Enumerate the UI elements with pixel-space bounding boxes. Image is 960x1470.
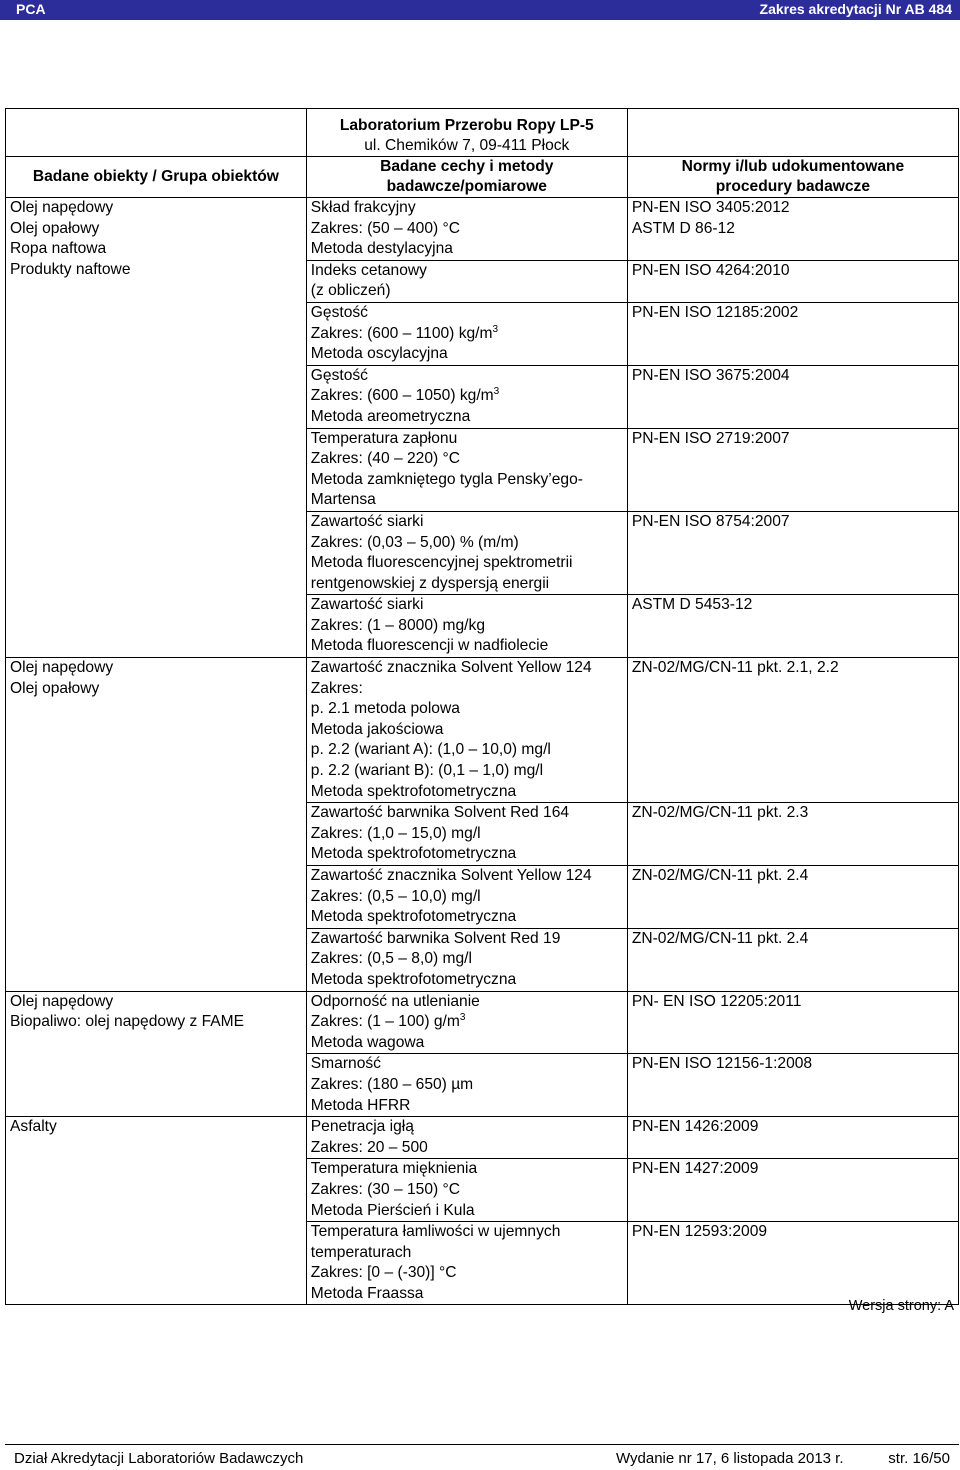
feature-line: Zakres: (40 – 220) °C [310, 450, 461, 468]
objects-cell [6, 658, 307, 992]
feature-line: Metoda spektrofotometryczna [310, 845, 517, 863]
footer-edition: Wydanie nr 17, 6 listopada 2013 r. [616, 1450, 844, 1467]
norms-column-header [627, 157, 958, 198]
object-item: Produkty naftowe [10, 260, 131, 278]
norms-cell [627, 991, 958, 1054]
object-item: Olej opałowy [10, 679, 100, 697]
feature-line: Zakres: (600 – 1100) $kg/m^3$ [310, 323, 499, 342]
feature-line: Metoda destylacyjna [310, 240, 453, 258]
norms-cell [627, 1117, 958, 1159]
feature-line: Metoda fluorescencji w nadfiolecie [310, 637, 549, 655]
header-scope-title: Zakres akredytacji Nr AB 484 [759, 1, 952, 17]
feature-line: Metoda wagowa [310, 1033, 425, 1051]
features-cell [306, 1222, 627, 1305]
feature-line: Metoda jakościowa [310, 720, 444, 738]
feature-line: Metoda zamkniętego tygla Pensky’ego- [310, 470, 583, 488]
feature-line: rentgenowskiej z dyspersją energii [310, 574, 550, 592]
features-cell [306, 595, 627, 658]
feature-line: Penetracja igłą [310, 1118, 414, 1136]
column-header-row [6, 157, 959, 198]
features-cell [306, 658, 627, 803]
features-column-header [306, 157, 627, 198]
objects-column-header: Badane obiekty / Grupa obiektów [6, 157, 307, 198]
accreditation-table [5, 108, 959, 1305]
features-cell [306, 1054, 627, 1117]
table-row [6, 658, 959, 803]
table-row [6, 1117, 959, 1159]
features-cell [306, 991, 627, 1054]
norms-cell [627, 198, 958, 261]
object-item: Olej napędowy [10, 199, 114, 216]
lab-name: Laboratorium Przerobu Ropy LP-5 [339, 117, 594, 134]
objects-cell [6, 1117, 307, 1305]
norm-reference: ZN-02/MG/CN-11 pkt. 2.1, 2.2 [631, 659, 839, 677]
feature-line: Odporność na utlenianie [310, 992, 480, 1010]
footer-page-number: str. 16/50 [888, 1450, 950, 1467]
feature-line: Metoda oscylacyjna [310, 345, 448, 363]
feature-line: Gęstość [310, 303, 368, 321]
feature-line: Zakres: (1 – 8000) mg/kg [310, 616, 485, 634]
feature-line: Skład frakcyjny [310, 199, 416, 216]
norms-cell [627, 260, 958, 302]
feature-line: Zakres: (30 – 150) °C [310, 1180, 461, 1198]
feature-line: Zawartość siarki [310, 596, 424, 614]
feature-line: Zakres: [310, 679, 363, 697]
objects-cell [6, 991, 307, 1117]
norms-cell [627, 928, 958, 991]
feature-line: Indeks cetanowy [310, 261, 427, 279]
feature-line: Zawartość barwnika Solvent Red 164 [310, 804, 570, 822]
norm-reference: ZN-02/MG/CN-11 pkt. 2.4 [631, 929, 809, 947]
feature-line: Temperatura zapłonu [310, 429, 458, 447]
feature-line: Zakres: (0,5 – 10,0) mg/l [310, 887, 481, 905]
features-cell [306, 866, 627, 929]
feature-line: Temperatura łamliwości w ujemnych [310, 1223, 561, 1241]
norm-reference: PN-EN ISO 4264:2010 [631, 261, 790, 279]
features-cell [306, 302, 627, 365]
norms-cell [627, 658, 958, 803]
features-cell [306, 1159, 627, 1222]
feature-line: Temperatura mięknienia [310, 1160, 478, 1178]
norms-header-line: Normy i/lub udokumentowane [681, 158, 905, 175]
header-org: PCA [16, 1, 46, 17]
feature-line: Metoda spektrofotometryczna [310, 970, 517, 988]
norms-cell [627, 1159, 958, 1222]
table-row [6, 198, 959, 261]
norm-reference: PN-EN ISO 2719:2007 [631, 429, 790, 447]
norm-reference: PN-EN 1426:2009 [631, 1118, 759, 1136]
features-cell [306, 198, 627, 261]
norm-reference: ASTM D 86-12 [631, 219, 735, 237]
object-item: Olej opałowy [10, 219, 100, 237]
norm-reference: ASTM D 5453-12 [631, 596, 753, 614]
feature-line: Zakres: (1,0 – 15,0) mg/l [310, 824, 481, 842]
feature-line: Metoda Pierścień i Kula [310, 1201, 475, 1219]
feature-line: Zakres: (180 – 650) µm [310, 1075, 474, 1093]
footer-department: Dział Akredytacji Laboratoriów Badawczych [14, 1450, 304, 1467]
norms-cell [627, 595, 958, 658]
table-row [6, 991, 959, 1054]
feature-line: p. 2.2 (wariant B): (0,1 – 1,0) mg/l [310, 762, 544, 780]
feature-line: Zawartość znacznika Solvent Yellow 124 [310, 659, 592, 677]
norms-cell [627, 302, 958, 365]
norms-cell [627, 1054, 958, 1117]
features-cell [306, 428, 627, 511]
feature-line: Zakres: (600 – 1050) $kg/m^3$ [310, 386, 500, 405]
features-cell [306, 511, 627, 594]
norms-cell [627, 428, 958, 511]
feature-line: Metoda spektrofotometryczna [310, 908, 517, 926]
feature-line: Metoda fluorescencyjnej spektrometrii [310, 554, 573, 572]
object-item: Olej napędowy [10, 992, 114, 1010]
features-header-line: badawcze/pomiarowe [386, 178, 547, 195]
norms-header-line: procedury badawcze [715, 178, 871, 195]
feature-line: Zakres: (50 – 400) °C [310, 219, 461, 237]
feature-line: temperaturach [310, 1243, 412, 1261]
features-cell [306, 365, 627, 428]
feature-line: (z obliczeń) [310, 282, 391, 300]
norm-reference: PN-EN 12593:2009 [631, 1223, 768, 1241]
features-cell [306, 928, 627, 991]
norm-reference: ZN-02/MG/CN-11 pkt. 2.3 [631, 804, 809, 822]
feature-line: Metoda Fraassa [310, 1284, 424, 1302]
norm-reference: PN-EN 1427:2009 [631, 1160, 759, 1178]
norm-reference: PN-EN ISO 3675:2004 [631, 366, 790, 384]
object-item: Olej napędowy [10, 659, 114, 677]
features-cell [306, 260, 627, 302]
page-header-bar [0, 0, 960, 20]
norms-cell [627, 511, 958, 594]
feature-line: Zakres: (0,03 – 5,00) % (m/m) [310, 533, 519, 551]
norm-reference: PN-EN ISO 3405:2012 [631, 199, 790, 216]
norm-reference: PN-EN ISO 12156-1:2008 [631, 1055, 813, 1073]
object-item: Ropa naftowa [10, 240, 107, 258]
lab-cell [306, 109, 627, 157]
object-item: Asfalty [10, 1118, 57, 1136]
lab-row [6, 109, 959, 157]
feature-line: Zakres: (1 – 100) $g/m^3$ [310, 1011, 466, 1031]
norms-cell [627, 866, 958, 929]
feature-line: Zakres: (0,5 – 8,0) mg/l [310, 950, 472, 968]
feature-line: Smarność [310, 1055, 381, 1073]
feature-line: Martensa [310, 491, 376, 509]
norms-cell [627, 365, 958, 428]
object-item: Biopaliwo: olej napędowy z FAME [10, 1013, 245, 1031]
feature-line: Zawartość znacznika Solvent Yellow 124 [310, 867, 592, 884]
norm-reference: PN-EN ISO 8754:2007 [631, 512, 790, 530]
norms-cell [627, 1222, 958, 1305]
feature-line: Zawartość siarki [310, 512, 424, 530]
objects-cell [6, 198, 307, 658]
norm-reference: PN- EN ISO 12205:2011 [631, 992, 802, 1010]
feature-line: p. 2.2 (wariant A): (1,0 – 10,0) mg/l [310, 741, 551, 759]
norm-reference: PN-EN ISO 12185:2002 [631, 303, 799, 321]
feature-line: Zakres: 20 – 500 [310, 1138, 428, 1156]
page-version: Wersja strony: A [848, 1298, 954, 1314]
lab-address: ul. Chemików 7, 09-411 Płock [364, 137, 570, 154]
feature-line: Zawartość barwnika Solvent Red 19 [310, 929, 561, 947]
feature-line: Zakres: [0 – (-30)] °C [310, 1264, 457, 1282]
feature-line: Metoda spektrofotometryczna [310, 782, 517, 800]
norm-reference: ZN-02/MG/CN-11 pkt. 2.4 [631, 867, 809, 884]
feature-line: Gęstość [310, 366, 368, 384]
features-header-line: Badane cechy i metody [380, 158, 554, 175]
feature-line: Metoda areometryczna [310, 407, 471, 425]
feature-line: Metoda HFRR [310, 1096, 411, 1114]
features-cell [306, 1117, 627, 1159]
footer-divider [5, 1444, 959, 1445]
features-cell [306, 803, 627, 866]
feature-line: p. 2.1 metoda polowa [310, 700, 460, 718]
norms-cell [627, 803, 958, 866]
